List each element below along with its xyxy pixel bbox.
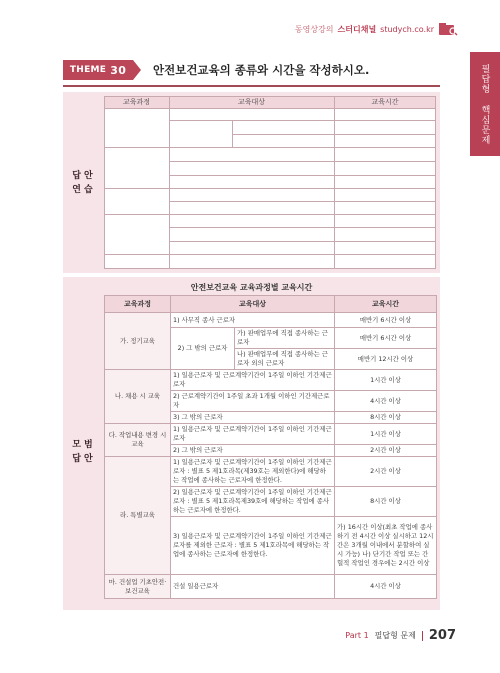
answer-header-course: 교육과정 — [104, 96, 169, 108]
theme-badge-text: THEME — [69, 65, 107, 75]
time-cell: 2시간 이상 — [335, 457, 437, 487]
target-cell: 1) 사무직 종사 근로자 — [171, 313, 335, 328]
time-cell: 8시간 이상 — [335, 487, 437, 517]
course-construction: 마. 건설업 기초안전·보건교육 — [105, 575, 171, 599]
side-tab: 필답형 핵심문제 — [470, 52, 500, 156]
time-cell: 1시간 이상 — [335, 424, 437, 445]
target-cell: 2) 그 밖의 근로자 — [171, 328, 235, 370]
time-cell: 매반기 6시간 이상 — [335, 328, 437, 349]
footer-section: 필답형 문제 — [374, 631, 416, 640]
course-task-change: 다. 작업내용 변경 시 교육 — [105, 424, 171, 457]
target-cell: 1) 일용근로자 및 근로계약기간이 1주일 이하인 기간제근로자 — [171, 424, 335, 445]
brand-header — [295, 22, 458, 36]
course-hiring: 나. 채용 시 교육 — [105, 370, 171, 424]
header-target: 교육대상 — [171, 296, 335, 313]
theme-title: 안전보건교육의 종류와 시간을 작성하시오. — [153, 63, 370, 77]
table-row — [105, 370, 437, 391]
answer-header-target: 교육대상 — [169, 96, 334, 108]
answer-practice-grid[interactable] — [104, 96, 436, 269]
target-cell: 2) 근로계약기간이 1주일 초과 1개월 이하인 기간제근로자 — [171, 391, 335, 412]
course-regular: 가. 정기교육 — [105, 313, 171, 370]
theme-number: 30 — [110, 63, 127, 77]
time-cell: 매반기 12시간 이상 — [335, 349, 437, 370]
footer-divider — [422, 631, 423, 641]
answer-practice-label: 답 안 연 습 — [72, 170, 93, 195]
target-cell: 3) 일용근로자 및 근로계약기간이 1주일 이하인 기간제근로자를 제외한 근로자 : 별표 5 제1호라목에 해당하는 작업에 종사하는 근로자에 한정한다. — [171, 517, 335, 575]
header-course: 교육과정 — [105, 296, 171, 313]
model-answer-label: 모 범 답 안 — [72, 440, 93, 464]
time-cell: 8시간 이상 — [335, 412, 437, 424]
theme-divider — [63, 85, 440, 87]
folder-search-icon — [438, 22, 458, 36]
page-footer — [345, 628, 456, 643]
course-special: 라. 특별교육 — [105, 457, 171, 575]
table-row — [105, 313, 437, 328]
time-cell: 4시간 이상 — [335, 575, 437, 599]
page-number: 207 — [428, 628, 456, 643]
target-cell: 1) 일용근로자 및 근로계약기간이 1주일 이하인 기간제근로자 : 별표 5 제1호라목(제39호는 제외한다)에 해당하는 작업에 종사하는 근로자에 한정한다. — [171, 457, 335, 487]
answer-header-time: 교육시간 — [334, 96, 436, 108]
target-cell: 가) 판매업무에 직접 종사하는 근로자 — [235, 328, 335, 349]
model-answer-title: 안전보건교육 교육과정별 교육시간 — [190, 283, 313, 292]
theme-header — [63, 58, 440, 84]
brand-site[interactable]: studych.co.kr — [380, 24, 434, 34]
footer-part: Part 1 — [345, 631, 369, 640]
time-cell: 2시간 이상 — [335, 445, 437, 457]
theme-badge — [63, 60, 133, 80]
target-cell: 나) 판매업무에 직접 종사하는 근로자 외의 근로자 — [235, 349, 335, 370]
brand-prefix: 동영상강의 — [294, 24, 334, 34]
theme-badge-arrow — [133, 60, 141, 80]
target-cell: 2) 일용근로자 및 근로계약기간이 1주일 이하인 기간제근로자 : 별표 5 제1호라목제39호에 해당하는 작업에 종사하는 근로자에 한정한다. — [171, 487, 335, 517]
brand-logo: 스터디채널 — [337, 24, 377, 34]
time-cell: 가) 16시간 이상(최초 작업에 종사하기 전 4시간 이상 실시하고 12시간은 3개월 이내에서 분할하여 실시 가능) 나) 단기간 작업 또는 간헐적 작업인 경우에는 2시간 이상 — [335, 517, 437, 575]
target-cell: 1) 일용근로자 및 근로계약기간이 1주일 이하인 기간제근로자 — [171, 370, 335, 391]
time-cell: 4시간 이상 — [335, 391, 437, 412]
model-answer-table — [104, 295, 437, 599]
time-cell: 1시간 이상 — [335, 370, 437, 391]
header-time: 교육시간 — [335, 296, 437, 313]
table-row — [105, 424, 437, 445]
target-cell: 3) 그 밖의 근로자 — [171, 412, 335, 424]
table-header-row — [105, 296, 437, 313]
table-row — [105, 457, 437, 487]
target-cell: 건설 일용근로자 — [171, 575, 335, 599]
table-row — [105, 575, 437, 599]
time-cell: 매반기 6시간 이상 — [335, 313, 437, 328]
target-cell: 2) 그 밖의 근로자 — [171, 445, 335, 457]
